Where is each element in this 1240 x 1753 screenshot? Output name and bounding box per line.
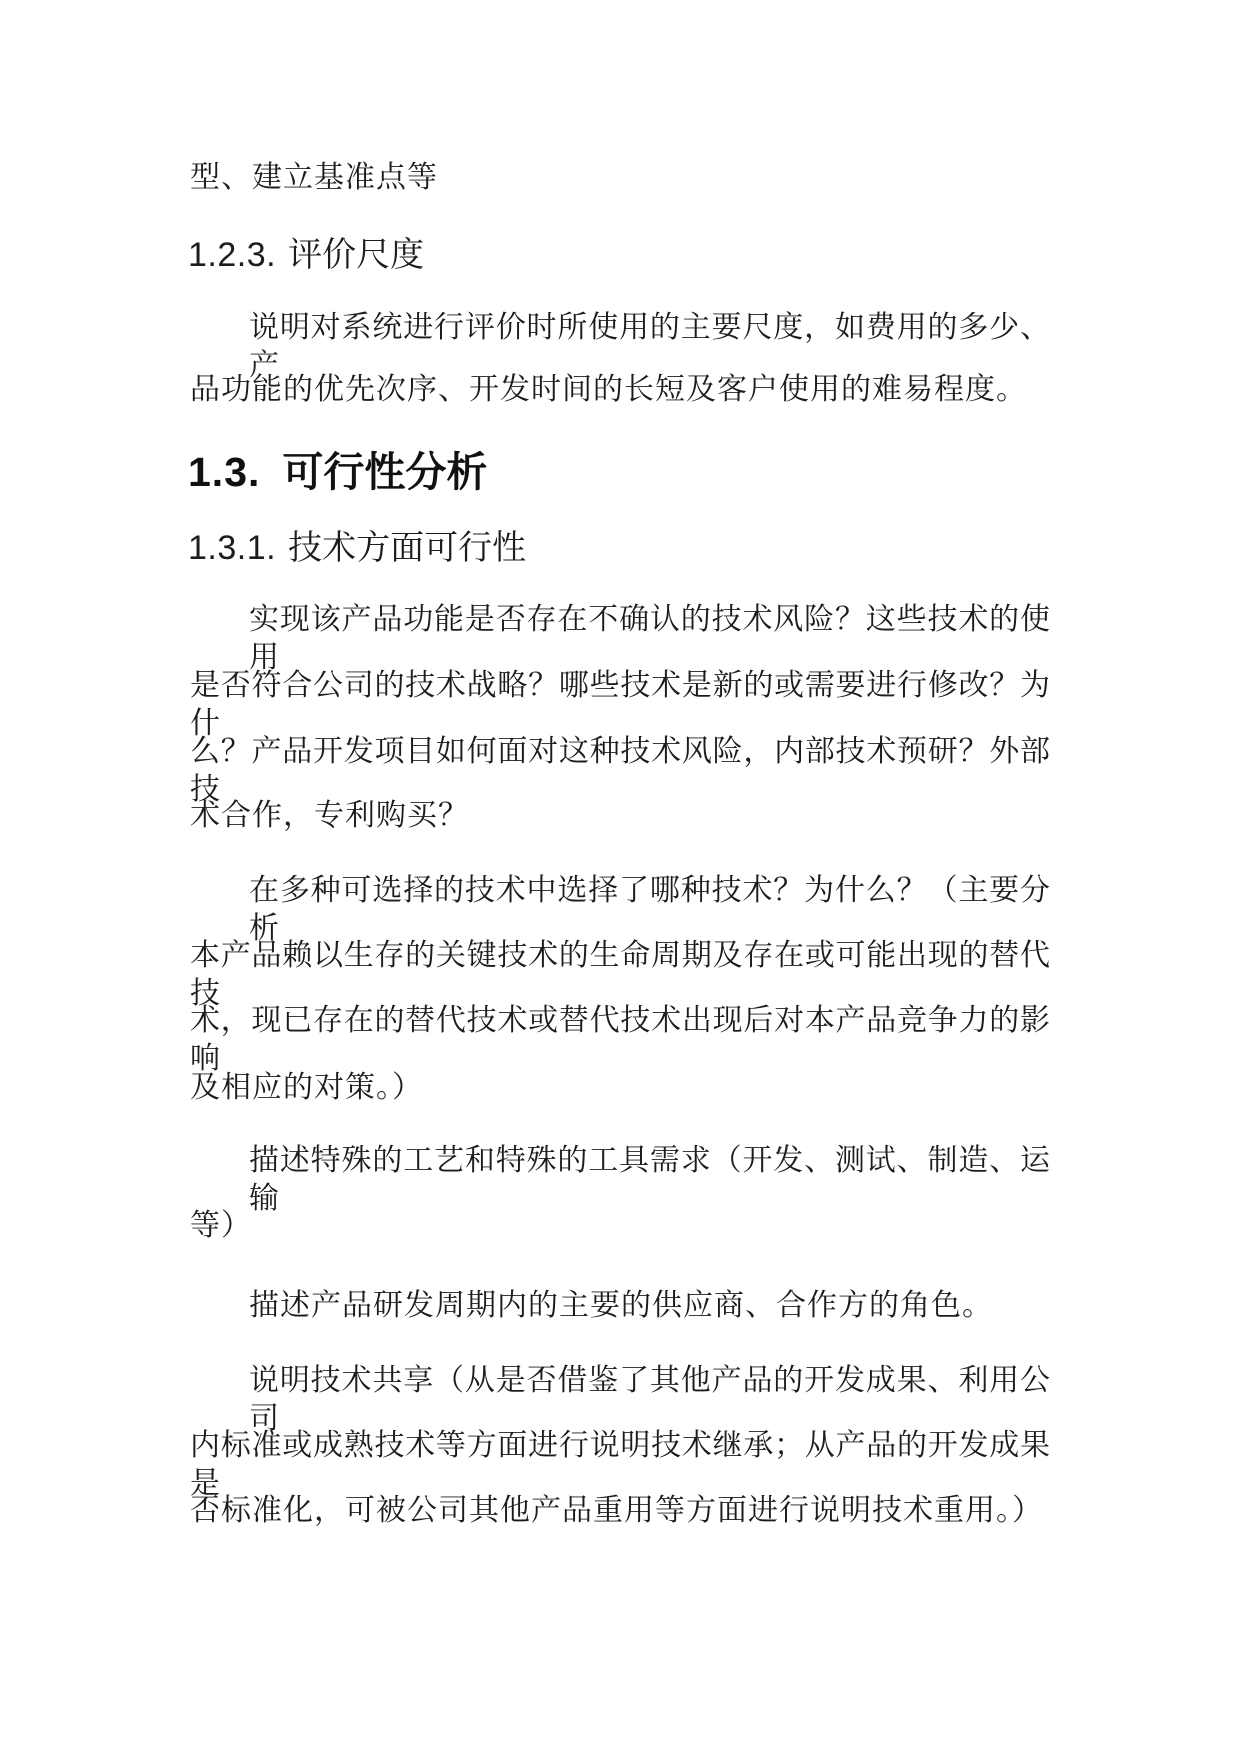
- heading-1-3: [188, 447, 487, 497]
- heading-number: 1.3.1.: [188, 529, 277, 567]
- body-line: 术合作，专利购买？: [190, 799, 469, 832]
- heading-number: 1.3.: [188, 449, 261, 495]
- body-line: 么？产品开发项目如何面对这种技术风险，内部技术预研？外部技: [190, 735, 1050, 806]
- body-line: 实现该产品功能是否存在不确认的技术风险？这些技术的使用: [249, 603, 1050, 674]
- heading-1-3-1: [188, 527, 526, 569]
- body-line: 说明对系统进行评价时所使用的主要尺度，如费用的多少、产: [249, 311, 1050, 382]
- body-line: 等）: [190, 1209, 252, 1242]
- heading-title: 可行性分析: [282, 449, 488, 495]
- body-line: 本产品赖以生存的关键技术的生命周期及存在或可能出现的替代技: [190, 939, 1050, 1010]
- body-line: 描述产品研发周期内的主要的供应商、合作方的角色。: [249, 1289, 993, 1322]
- body-line: 术，现已存在的替代技术或替代技术出现后对本产品竞争力的影响: [190, 1004, 1050, 1075]
- body-line: 内标准或成熟技术等方面进行说明技术继承；从产品的开发成果是: [190, 1429, 1050, 1500]
- body-line: 描述特殊的工艺和特殊的工具需求（开发、测试、制造、运输: [249, 1144, 1050, 1215]
- body-line-continuation: 型、建立基准点等: [190, 161, 438, 194]
- body-line: 是否符合公司的技术战略？哪些技术是新的或需要进行修改？为什: [190, 669, 1050, 740]
- heading-1-2-3: [188, 234, 424, 276]
- heading-number: 1.2.3.: [188, 236, 277, 274]
- body-line: 在多种可选择的技术中选择了哪种技术？为什么？（主要分析: [249, 874, 1050, 945]
- body-line: 及相应的对策。）: [190, 1071, 423, 1104]
- body-line: 品功能的优先次序、开发时间的长短及客户使用的难易程度。: [190, 373, 1027, 406]
- heading-title: 技术方面可行性: [288, 529, 527, 567]
- body-line: 说明技术共享（从是否借鉴了其他产品的开发成果、利用公司: [249, 1364, 1050, 1435]
- heading-title: 评价尺度: [288, 236, 425, 274]
- body-line: 否标准化，可被公司其他产品重用等方面进行说明技术重用。）: [190, 1494, 1043, 1527]
